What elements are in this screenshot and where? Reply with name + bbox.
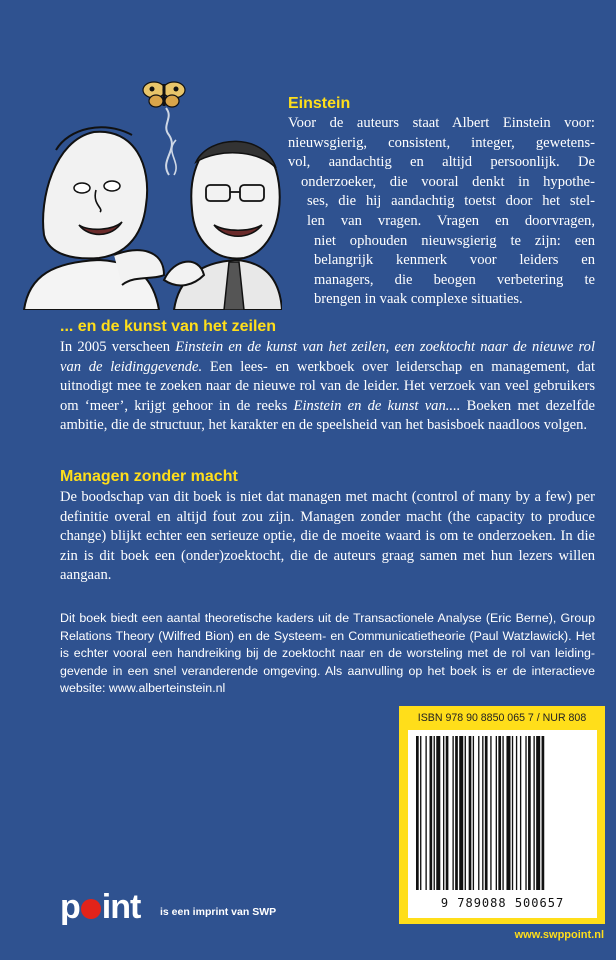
- einstein-line: onderzoeker, die vooral denkt in hypothe-: [301, 173, 595, 190]
- einstein-line: niet ophouden nieuwsgierig te zijn: een: [314, 232, 595, 249]
- einstein-line: belangrijk kenmerk voor leiders en: [314, 252, 595, 269]
- kaders-paragraph: Dit boek biedt een aantal theoretische kaders uit de Transactionele Analyse (Eric Berne), Group Relations Theory (Wilfred Bion) en de Systeem- en Communicatietheorie (Paul Watzlawick). Het is echter vooral een handreiking bij de zoektocht naar en de worsteling met de rol van leidinggevende in een snel veranderende omgeving. Als aanvulling op het boek is er de interactieve website: www.alberteinstein.nl: [60, 611, 595, 696]
- einstein-line: brengen in vaak complexe situaties.: [314, 291, 523, 308]
- point-logo: [60, 888, 140, 927]
- heading-einstein: Einstein: [288, 95, 351, 112]
- heading-zeilen: ... en de kunst van het zeilen: [60, 318, 277, 335]
- zeilen-text-c: Boeken met dezelfde ambitie, die de structuur, het karakter en de speelsheid van het basisboek naadloos volgen.: [60, 397, 595, 434]
- einstein-line: vol, aandachtig en altijd persoonlijk. De: [288, 154, 595, 171]
- isbn-label: ISBN 978 90 8850 065 7 / NUR 808: [417, 712, 587, 724]
- heading-macht: Managen zonder macht: [60, 468, 238, 485]
- zeilen-paragraph: [60, 338, 595, 436]
- caricature-illustration: [14, 80, 282, 310]
- zeilen-text-a: In 2005 verscheen: [60, 339, 176, 355]
- imprint-text: is een imprint van: [160, 906, 250, 918]
- imprint-brand: SWP: [252, 906, 277, 918]
- left-person-caricature: [24, 127, 164, 310]
- einstein-line: Voor de auteurs staat Albert Einstein voor:: [288, 115, 595, 131]
- butterfly-icon: [143, 82, 185, 107]
- logo-text-before: p: [60, 888, 80, 926]
- einstein-line: managers, die beogen verbetering te: [314, 271, 595, 288]
- zeilen-text-b: Een lees- en werkboek over leiderschap en management, dat uitnodigt mee te zoeken naar de nieuwe rol van de leider. Het verzoek van veel gebruikers om ‘meer’, krijgt gehoor in de reeks: [60, 358, 596, 414]
- macht-paragraph: De boodschap van dit boek is niet dat managen met macht (control of many by a few) per definitie overal en altijd fout zou zijn. Managen zonder macht (the capacity to produce change) blijkt echter een serieuze optie, die de moeite waard is om te onderzoeken. In die zin is dit boek een (onder)zoektocht, die de auteurs graag samen met hun lezers willen aangaan.: [60, 489, 595, 584]
- zeilen-title-italic: Einstein en de kunst van het zeilen, een zoektocht naar de nieuwe rol van de leidinggevende.: [60, 339, 595, 375]
- barcode-area: [408, 730, 597, 918]
- logo-red-dot-icon: [81, 899, 101, 919]
- imprint-line: [160, 906, 276, 918]
- zeilen-series-italic: Einstein en de kunst van....: [293, 397, 461, 414]
- barcode-number: 9 789088 500657: [440, 896, 565, 910]
- logo-text-after: int: [101, 888, 141, 926]
- right-person-caricature: [164, 141, 282, 310]
- publisher-website: www.swppoint.nl: [514, 929, 604, 941]
- barcode: [408, 730, 597, 894]
- einstein-line: ses, die hij aandachtig toetst door het stel-: [307, 193, 595, 210]
- einstein-line: nieuwsgierig, consistent, integer, gewetens-: [288, 134, 595, 151]
- einstein-line: len van vragen. Vragen en doorvragen,: [307, 212, 595, 229]
- einstein-paragraph: [288, 114, 595, 310]
